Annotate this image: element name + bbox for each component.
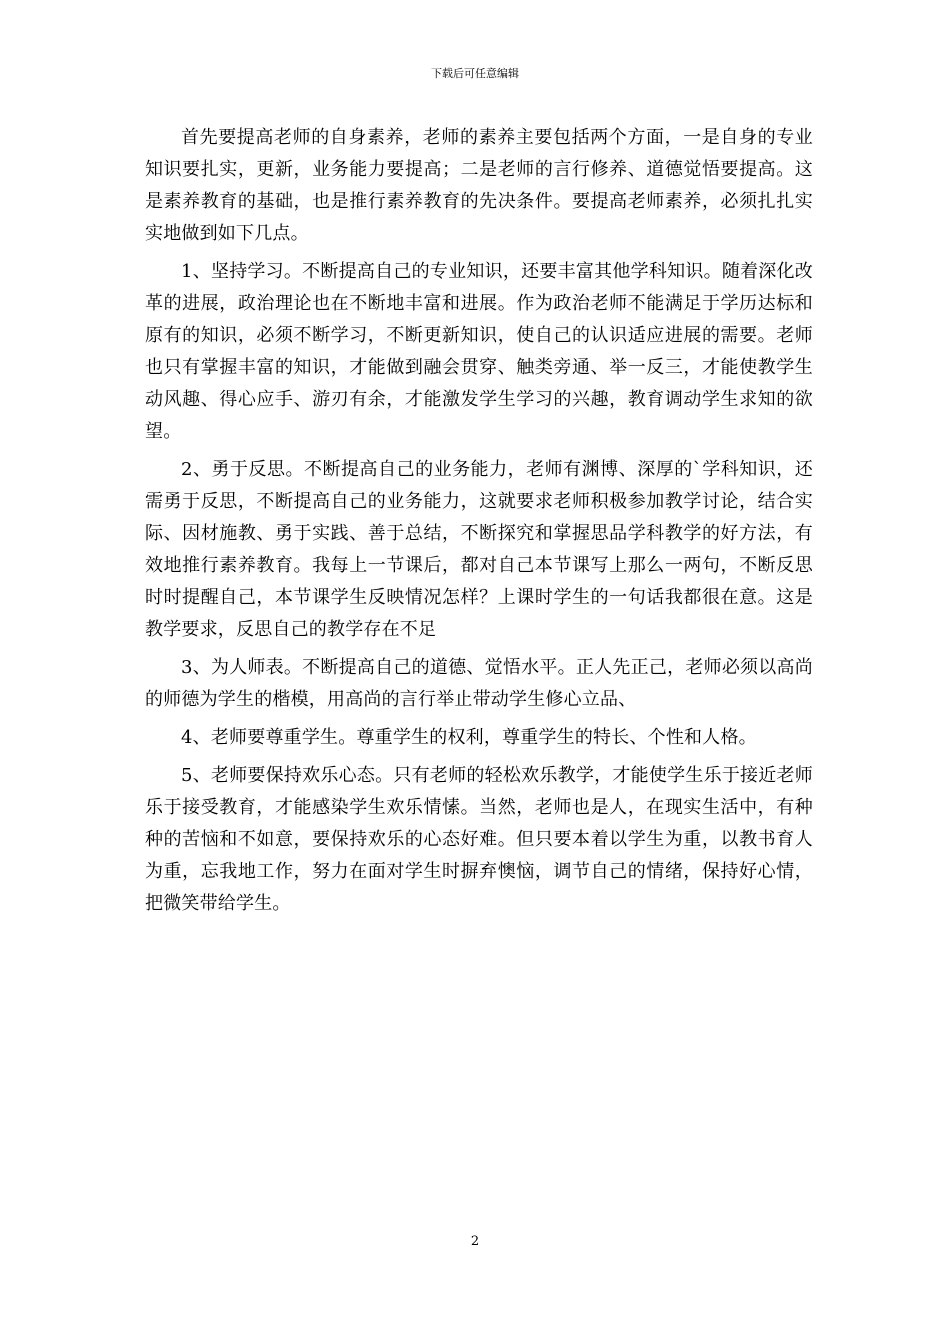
point-4-paragraph: 4、老师要尊重学生。尊重学生的权利，尊重学生的特长、个性和人格。 [181,727,757,748]
point-1-paragraph: 1、坚持学习。不断提高自己的专业知识，还要丰富其他学科知识。随着深化改革的进展，政治理论也在不断地丰富和进展。作为政治老师不能满足于学历达标和原有的知识，必须不断学习，不断更新知识，使自己的认识适应进展的需要。老师也只有掌握丰富的知识，才能做到融会贯穿、触类旁通、举一反三，才能使教学生动风趣、得心应手、游刃有余，才能激发学生学习的兴趣，教育调动学生求知的欲望。 [145,261,813,442]
document-body [145,122,813,926]
point-5-paragraph: 5、老师要保持欢乐心态。只有老师的轻松欢乐教学，才能使学生乐于接近老师乐于接受教育，才能感染学生欢乐情愫。当然，老师也是人，在现实生活中，有种种的苦恼和不如意，要保持欢乐的心态好难。但只要本着以学生为重，以教书育人为重，忘我地工作，努力在面对学生时摒弃懊恼，调节自己的情绪，保持好心情，把微笑带给学生。 [145,765,813,914]
intro-paragraph: 首先要提高老师的自身素养，老师的素养主要包括两个方面，一是自身的专业知识要扎实，更新，业务能力要提高；二是老师的言行修养、道德觉悟要提高。这是素养教育的基础，也是推行素养教育的先决条件。要提高老师素养，必须扎扎实实地做到如下几点。 [145,127,813,244]
page-header: 下载后可任意编辑 [431,67,519,80]
point-3-paragraph: 3、为人师表。不断提高自己的道德、觉悟水平。正人先正己，老师必须以高尚的师德为学生的楷模，用高尚的言行举止带动学生修心立品、 [145,657,813,710]
point-2-paragraph: 2、勇于反思。不断提高自己的业务能力，老师有渊博、深厚的`学科知识，还需勇于反思，不断提高自己的业务能力，这就要求老师积极参加教学讨论，结合实际、因材施教、勇于实践、善于总结，不断探究和掌握思品学科教学的好方法，有效地推行素养教育。我每上一节课后，都对自己本节课写上那么一两句，不断反思时时提醒自己，本节课学生反映情况怎样？上课时学生的一句话我都很在意。这是教学要求，反思自己的教学存在不足 [145,459,813,640]
page-number: 2 [470,1234,480,1249]
